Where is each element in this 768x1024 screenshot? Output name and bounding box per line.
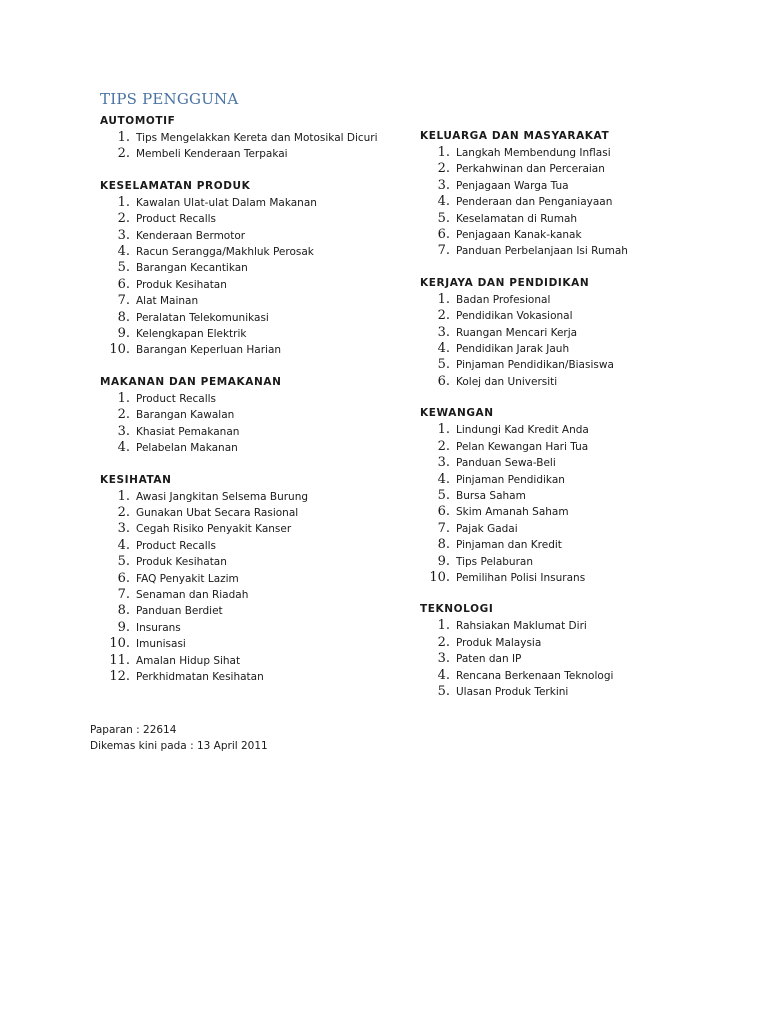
list-item[interactable] xyxy=(100,489,400,505)
item-link[interactable]: Penderaan dan Penganiayaan xyxy=(456,196,613,209)
item-number: 9. xyxy=(437,553,450,569)
list-item[interactable] xyxy=(420,227,740,243)
item-number: 6. xyxy=(117,570,130,586)
item-number: 8. xyxy=(117,603,130,619)
list-item[interactable] xyxy=(100,293,400,309)
list-item[interactable] xyxy=(420,341,740,357)
list-item[interactable] xyxy=(420,325,740,341)
item-link[interactable]: Produk Kesihatan xyxy=(136,556,227,569)
item-link[interactable]: Perkahwinan dan Perceraian xyxy=(456,163,605,176)
item-link[interactable]: Paten dan IP xyxy=(456,653,522,666)
item-number: 10. xyxy=(109,342,130,358)
tips-list xyxy=(420,422,740,586)
item-number: 4. xyxy=(117,440,130,456)
item-link[interactable]: Product Recalls xyxy=(136,392,217,405)
page-footer xyxy=(90,722,268,754)
item-number: 1. xyxy=(437,145,450,160)
item-link[interactable]: Ruangan Mencari Kerja xyxy=(456,326,578,339)
item-link[interactable]: FAQ Penyakit Lazim xyxy=(136,572,239,585)
list-item[interactable] xyxy=(420,292,740,308)
item-number: 3. xyxy=(117,521,130,537)
item-link[interactable]: Pinjaman Pendidikan xyxy=(456,473,565,486)
list-item[interactable] xyxy=(420,455,740,471)
list-item[interactable] xyxy=(100,505,400,521)
item-number: 3. xyxy=(117,227,130,243)
section-heading: TEKNOLOGI xyxy=(420,603,494,616)
item-link[interactable]: Khasiat Pemakanan xyxy=(136,425,240,438)
list-item[interactable] xyxy=(100,326,400,342)
list-item[interactable] xyxy=(420,537,740,553)
section-kewangan xyxy=(420,406,740,586)
item-number: 4. xyxy=(117,244,130,260)
item-number: 2. xyxy=(437,308,450,324)
section-heading: MAKANAN DAN PEMAKANAN xyxy=(100,375,282,388)
list-item[interactable] xyxy=(420,194,740,210)
item-link[interactable]: Bursa Saham xyxy=(456,489,526,502)
item-number: 2. xyxy=(117,146,130,162)
item-link[interactable]: Pinjaman Pendidikan/Biasiswa xyxy=(456,359,614,372)
item-number: 9. xyxy=(117,619,130,635)
item-number: 3. xyxy=(437,455,450,471)
item-number: 3. xyxy=(437,651,450,667)
item-link[interactable]: Barangan Kecantikan xyxy=(136,262,248,275)
item-link[interactable]: Panduan Berdiet xyxy=(136,605,223,618)
list-item[interactable] xyxy=(100,407,400,423)
item-link[interactable]: Senaman dan Riadah xyxy=(136,588,249,601)
item-number: 5. xyxy=(437,683,450,699)
list-item[interactable] xyxy=(100,277,400,293)
list-item[interactable] xyxy=(420,161,740,177)
section-teknologi xyxy=(420,602,740,700)
item-link[interactable]: Keselamatan di Rumah xyxy=(456,212,578,225)
item-link[interactable]: Lindungi Kad Kredit Anda xyxy=(456,424,589,437)
item-number: 2. xyxy=(117,504,130,520)
item-number: 2. xyxy=(437,634,450,650)
list-item[interactable] xyxy=(420,668,740,684)
item-link[interactable]: Barangan Keperluan Harian xyxy=(136,344,282,357)
item-number: 1. xyxy=(437,291,450,307)
right-column xyxy=(420,129,740,716)
item-link[interactable]: Tips Mengelakkan Kereta dan Motosikal Dicuri xyxy=(136,132,378,144)
item-number: 6. xyxy=(117,276,130,292)
tips-list xyxy=(100,391,400,457)
item-number: 3. xyxy=(437,324,450,340)
list-item[interactable] xyxy=(100,440,400,456)
tips-list xyxy=(420,618,740,700)
item-link[interactable]: Alat Mainan xyxy=(136,295,199,308)
list-item[interactable] xyxy=(420,504,740,520)
item-number: 2. xyxy=(117,407,130,423)
tips-list xyxy=(100,130,400,163)
item-link[interactable]: Tips Pelaburan xyxy=(456,555,533,568)
list-item[interactable] xyxy=(420,211,740,227)
item-link[interactable]: Kelengkapan Elektrik xyxy=(136,328,247,341)
item-number: 3. xyxy=(117,423,130,439)
item-link[interactable]: Amalan Hidup Sihat xyxy=(136,654,241,667)
section-heading: KERJAYA DAN PENDIDIKAN xyxy=(420,276,590,289)
list-item[interactable] xyxy=(100,260,400,276)
item-number: 11. xyxy=(109,652,130,668)
list-item[interactable] xyxy=(100,603,400,619)
list-item[interactable] xyxy=(100,669,400,685)
item-number: 2. xyxy=(437,438,450,454)
tips-list xyxy=(100,489,400,686)
section-kerjaya-dan-pendidikan xyxy=(420,276,740,390)
tips-list xyxy=(420,292,740,390)
list-item[interactable] xyxy=(100,636,400,652)
item-number: 7. xyxy=(437,243,450,259)
item-number: 8. xyxy=(437,537,450,553)
list-item[interactable] xyxy=(100,538,400,554)
item-link[interactable]: Pendidikan Vokasional xyxy=(456,310,573,323)
item-number: 10. xyxy=(109,636,130,652)
item-link[interactable]: Imunisasi xyxy=(136,638,186,651)
item-link[interactable]: Skim Amanah Saham xyxy=(456,506,569,519)
item-number: 5. xyxy=(117,554,130,570)
item-number: 6. xyxy=(437,504,450,520)
item-link[interactable]: Panduan Perbelanjaan Isi Rumah xyxy=(456,245,628,258)
page-title: TIPS PENGGUNA xyxy=(100,90,239,108)
item-number: 4. xyxy=(437,471,450,487)
item-link[interactable]: Pelabelan Makanan xyxy=(136,442,238,455)
item-link[interactable]: Penjagaan Warga Tua xyxy=(456,179,569,192)
item-link[interactable]: Kawalan Ulat-ulat Dalam Makanan xyxy=(136,196,317,209)
tips-list xyxy=(420,145,740,260)
item-link[interactable]: Perkhidmatan Kesihatan xyxy=(136,670,264,683)
item-number: 5. xyxy=(437,210,450,226)
item-number: 6. xyxy=(437,373,450,389)
item-number: 1. xyxy=(437,422,450,438)
item-number: 4. xyxy=(437,667,450,683)
list-item[interactable] xyxy=(100,228,400,244)
list-item[interactable] xyxy=(420,570,740,586)
item-number: 3. xyxy=(437,177,450,193)
item-link[interactable]: Langkah Membendung Inflasi xyxy=(456,147,611,159)
section-heading: KESELAMATAN PRODUK xyxy=(100,179,251,192)
list-item[interactable] xyxy=(100,554,400,570)
item-link[interactable]: Pendidikan Jarak Jauh xyxy=(456,343,570,356)
list-item[interactable] xyxy=(420,554,740,570)
list-item[interactable] xyxy=(100,146,400,162)
item-link[interactable]: Pajak Gadai xyxy=(456,522,518,535)
item-number: 2. xyxy=(117,211,130,227)
item-link[interactable]: Rahsiakan Maklumat Diri xyxy=(456,620,587,633)
list-item[interactable] xyxy=(100,391,400,407)
item-link[interactable]: Peralatan Telekomunikasi xyxy=(136,311,269,324)
list-item[interactable] xyxy=(100,195,400,211)
list-item[interactable] xyxy=(420,488,740,504)
item-link[interactable]: Kolej dan Universiti xyxy=(456,375,558,388)
item-number: 8. xyxy=(117,309,130,325)
item-number: 2. xyxy=(437,161,450,177)
item-link[interactable]: Cegah Risiko Penyakit Kanser xyxy=(136,523,292,536)
list-item[interactable] xyxy=(420,243,740,259)
item-link[interactable]: Racun Serangga/Makhluk Perosak xyxy=(136,246,314,259)
list-item[interactable] xyxy=(420,357,740,373)
item-number: 5. xyxy=(117,260,130,276)
item-number: 4. xyxy=(437,194,450,210)
list-item[interactable] xyxy=(420,145,740,161)
item-link[interactable]: Membeli Kenderaan Terpakai xyxy=(136,148,288,161)
item-number: 10. xyxy=(429,569,450,585)
item-number: 1. xyxy=(117,390,130,406)
section-keselamatan-produk xyxy=(100,179,400,359)
list-item[interactable] xyxy=(100,587,400,603)
item-number: 7. xyxy=(117,293,130,309)
list-item[interactable] xyxy=(420,635,740,651)
section-makanan-dan-pemakanan xyxy=(100,375,400,457)
item-link[interactable]: Pelan Kewangan Hari Tua xyxy=(456,440,589,453)
list-item[interactable] xyxy=(100,211,400,227)
item-number: 1. xyxy=(117,194,130,210)
list-item[interactable] xyxy=(420,422,740,438)
last-updated: Dikemas kini pada : 13 April 2011 xyxy=(90,740,268,752)
item-link[interactable]: Pinjaman dan Kredit xyxy=(456,539,562,552)
item-number: 7. xyxy=(117,586,130,602)
item-number: 6. xyxy=(437,227,450,243)
section-automotif xyxy=(100,114,400,163)
list-item[interactable] xyxy=(420,521,740,537)
item-number: 7. xyxy=(437,520,450,536)
item-link[interactable]: Kenderaan Bermotor xyxy=(136,229,246,242)
list-item[interactable] xyxy=(420,618,740,634)
item-link[interactable]: Rencana Berkenaan Teknologi xyxy=(456,669,614,682)
item-number: 1. xyxy=(117,488,130,504)
views-count: Paparan : 22614 xyxy=(90,724,177,736)
left-column xyxy=(100,114,400,701)
list-item[interactable] xyxy=(100,310,400,326)
list-item[interactable] xyxy=(420,651,740,667)
item-link[interactable]: Penjagaan Kanak-kanak xyxy=(456,229,582,242)
item-number: 1. xyxy=(437,618,450,634)
section-heading: KESIHATAN xyxy=(100,473,172,486)
item-number: 4. xyxy=(117,537,130,553)
section-kesihatan xyxy=(100,473,400,686)
tips-list xyxy=(100,195,400,359)
item-number: 4. xyxy=(437,341,450,357)
list-item[interactable] xyxy=(100,424,400,440)
list-item[interactable] xyxy=(420,308,740,324)
list-item[interactable] xyxy=(420,472,740,488)
item-number: 1. xyxy=(117,130,130,145)
item-link[interactable]: Produk Kesihatan xyxy=(136,278,227,291)
list-item[interactable] xyxy=(420,439,740,455)
item-link[interactable]: Awasi Jangkitan Selsema Burung xyxy=(136,490,309,503)
list-item[interactable] xyxy=(100,620,400,636)
item-number: 5. xyxy=(437,487,450,503)
item-number: 5. xyxy=(437,357,450,373)
item-link[interactable]: Gunakan Ubat Secara Rasional xyxy=(136,506,299,519)
list-item[interactable] xyxy=(100,244,400,260)
item-link[interactable]: Product Recalls xyxy=(136,213,217,226)
item-link[interactable]: Badan Profesional xyxy=(456,293,551,306)
section-heading: KELUARGA DAN MASYARAKAT xyxy=(420,130,610,142)
item-link[interactable]: Pemilihan Polisi Insurans xyxy=(456,571,586,584)
list-item[interactable] xyxy=(100,653,400,669)
item-link[interactable]: Produk Malaysia xyxy=(456,636,542,649)
item-link[interactable]: Panduan Sewa-Beli xyxy=(456,457,556,470)
list-item[interactable] xyxy=(100,342,400,358)
item-link[interactable]: Barangan Kawalan xyxy=(136,409,235,422)
item-number: 9. xyxy=(117,326,130,342)
item-link[interactable]: Ulasan Produk Terkini xyxy=(456,685,569,698)
item-link[interactable]: Insurans xyxy=(136,621,181,634)
list-item[interactable] xyxy=(100,130,400,146)
list-item[interactable] xyxy=(100,521,400,537)
section-keluarga-dan-masyarakat xyxy=(420,129,740,260)
list-item[interactable] xyxy=(100,571,400,587)
section-heading: KEWANGAN xyxy=(420,407,494,420)
item-link[interactable]: Product Recalls xyxy=(136,539,217,552)
item-number: 12. xyxy=(109,668,130,684)
section-heading: AUTOMOTIF xyxy=(100,115,176,127)
list-item[interactable] xyxy=(420,684,740,700)
list-item[interactable] xyxy=(420,178,740,194)
list-item[interactable] xyxy=(420,374,740,390)
